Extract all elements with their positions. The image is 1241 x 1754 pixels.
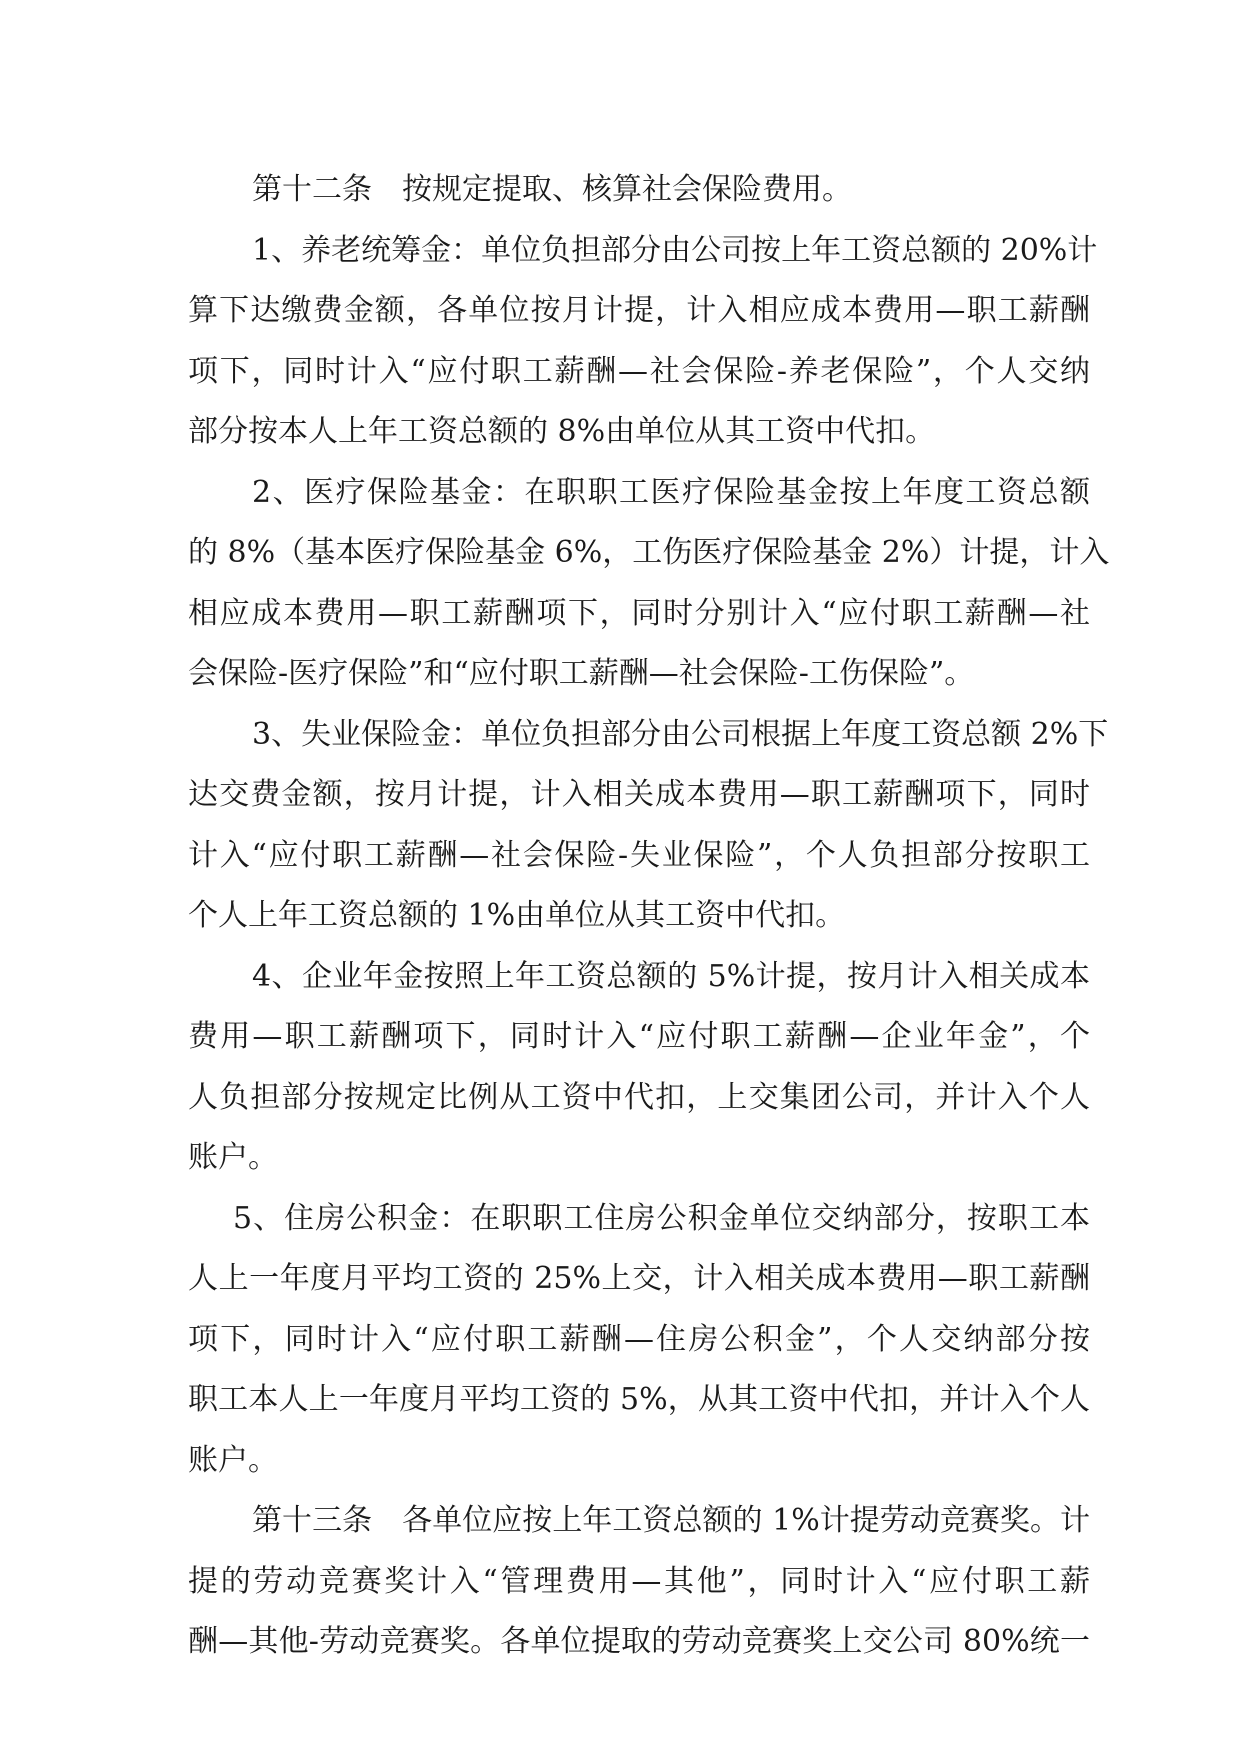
paragraph-line: 项下，同时计入“应付职工薪酬—住房公积金”，个人交纳部分按 [188,1321,1090,1357]
paragraph-line: 账户。 [188,1442,278,1478]
paragraph-line: 算下达缴费金额，各单位按月计提，计入相应成本费用—职工薪酬 [188,293,1090,328]
paragraph-line: 费用—职工薪酬项下，同时计入“应付职工薪酬—企业年金”，个 [188,1019,1090,1054]
paragraph-line: 酬—其他-劳动竞赛奖。各单位提取的劳动竞赛奖上交公司 80%统一 [188,1624,1090,1659]
item-1-pension [188,221,1098,463]
paragraph-line: 第十二条 按规定提取、核算社会保险费用。 [252,172,852,207]
paragraph-line: 人负担部分按规定比例从工资中代扣，上交集团公司，并计入个人 [188,1079,1090,1115]
item-3-unemployment [188,705,1109,947]
paragraph-line: 5、住房公积金：在职职工住房公积金单位交纳部分，按职工本 [233,1200,1090,1236]
paragraph-line: 项下，同时计入“应付职工薪酬—社会保险-养老保险”，个人交纳 [188,353,1090,389]
paragraph-line: 4、企业年金按照上年工资总额的 5%计提，按月计入相关成本 [252,958,1090,994]
paragraph-line: 2、医疗保险基金：在职职工医疗保险基金按上年度工资总额 [252,474,1090,510]
article-13 [188,1491,1090,1673]
paragraph-line: 1、养老统筹金：单位负担部分由公司按上年工资总额的 20%计 [252,232,1098,268]
paragraph-line: 人上一年度月平均工资的 25%上交，计入相关成本费用—职工薪酬 [188,1261,1090,1296]
paragraph-line: 账户。 [188,1140,278,1175]
paragraph-line: 计入“应付职工薪酬—社会保险-失业保险”，个人负担部分按职工 [188,837,1090,873]
paragraph-line: 提的劳动竞赛奖计入“管理费用—其他”，同时计入“应付职工薪 [188,1563,1090,1599]
article-12-heading [188,160,1090,221]
paragraph-line: 会保险-医疗保险”和“应付职工薪酬—社会保险-工伤保险”。 [188,656,975,691]
document-page [188,160,1110,1673]
paragraph-line: 相应成本费用—职工薪酬项下，同时分别计入“应付职工薪酬—社 [188,595,1090,631]
paragraph-line: 部分按本人上年工资总额的 8%由单位从其工资中代扣。 [188,414,936,449]
paragraph-line: 3、失业保险金：单位负担部分由公司根据上年度工资总额 2%下 [252,716,1109,752]
paragraph-line: 达交费金额，按月计提，计入相关成本费用—职工薪酬项下，同时 [188,777,1090,812]
item-5-housing-fund [188,1189,1090,1492]
item-4-annuity [188,947,1090,1189]
paragraph-line: 个人上年工资总额的 1%由单位从其工资中代扣。 [188,898,846,933]
paragraph-line: 第十三条 各单位应按上年工资总额的 1%计提劳动竞赛奖。计 [252,1503,1090,1538]
item-2-medical [188,463,1110,705]
paragraph-line: 职工本人上一年度月平均工资的 5%，从其工资中代扣，并计入个人 [188,1382,1090,1417]
paragraph-line: 的 8%（基本医疗保险基金 6%，工伤医疗保险基金 2%）计提，计入 [188,535,1110,570]
